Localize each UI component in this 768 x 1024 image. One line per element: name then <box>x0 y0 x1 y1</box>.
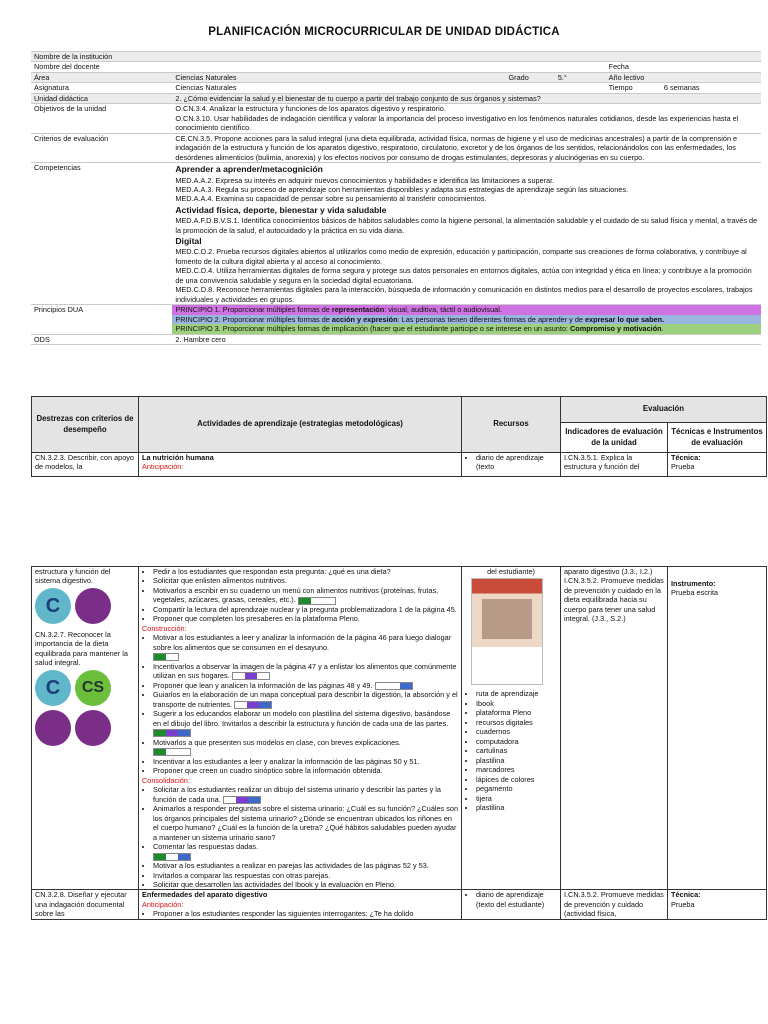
competencia-item: MED.C.D.4. Utiliza herramientas digitales de forma segura y protege sus datos personales en entornos digitales, actúa con integridad y ética en línea; y contribuye a la promoción de una convivencia saludable y segura en la sociedad digital ecuatoriana. <box>175 266 752 285</box>
competencia-heading: Actividad física, deporte, bienestar y vida saludable <box>175 204 387 215</box>
criterios-value: CE.CN.3.5. Propone acciones para la salud integral (una dieta equilibrada, actividad física, normas de higiene y el uso de medicinas ancestrales) a partir de la comprensión e indagación de la estructura y función de los aparatos digestivo, respiratorio, circulatorio, excretor y de los órganos de los sentidos, relacionándolos con las enfermedades, los desórdenes alimenticios (bulimia, anorexia) y los efectos nocivos por consumo de drogas estimulantes, depresoras y alucinógenas en su cuerpo. <box>172 133 761 162</box>
recurso-item: • marcadores <box>476 765 557 774</box>
grado-label: Grado <box>506 72 555 82</box>
actividad-item: • Comentar las respuestas dadas. <box>153 842 458 861</box>
instrumento-label: Instrumento: <box>671 579 716 588</box>
competencia-item: MED.A.A.2. Expresa su interés en adquirir nuevos conocimientos y habilidades e identifica las limitaciones a superar. <box>175 175 555 185</box>
col-tecnicas: Técnicas e Instrumentos de evaluación <box>668 423 767 453</box>
dua-bar-icon <box>232 672 270 680</box>
competencia-item: MED.A.A.3. Regula su proceso de aprendizaje con herramientas disponibles y adapta sus estrategias de aprendizaje según las situaciones. <box>175 184 629 194</box>
actividad-item: • Incentivar a los estudiantes a leer y analizar la información de las páginas 50 y 51. <box>153 757 458 766</box>
recurso-item: • diario de aprendizaje (texto <box>476 453 557 472</box>
actividad-item: • Motivar a los estudiantes a realizar en parejas las actividades de las páginas 52 y 53. <box>153 861 458 870</box>
actividad-item: • Guiarlos en la elaboración de un mapa conceptual para describir la digestión, la absorción y el transporte de nutrientes. <box>153 690 458 709</box>
tecnica-label: Técnica: <box>671 453 701 462</box>
area-label: Área <box>31 72 172 82</box>
tema-title: La nutrición humana <box>142 453 214 462</box>
dua-principio-1: PRINCIPIO 1. Proporcionar múltiples formas de representación: visual, auditiva, táctil o audiovisual. <box>172 305 761 314</box>
recurso-item: • Ibook <box>476 699 557 708</box>
area-value: Ciencias Naturales <box>172 72 505 82</box>
col-indicadores: Indicadores de evaluación de la unidad <box>561 423 668 453</box>
recurso-item: • tijera <box>476 794 557 803</box>
recurso-cont: del estudiante) <box>487 567 535 576</box>
actividad-item: • Solicitar que enlisten alimentos nutritivos. <box>153 576 458 585</box>
actividad-item: • Animarlos a responder preguntas sobre el sistema urinario: ¿Cuál es su función? ¿Cuáles son los órganos principales del sistema urinario? ¿Dónde se encuentran ubicados los riñones en el cuerpo humano? ¿Cuál es la función de la uretra? ¿Qué hábitos saludables pueden ayudar a mantener un sistema urinario sano? <box>153 804 458 842</box>
competencia-item: MED.A.F.D.B.V.S.1. Identifica conocimientos básicos de hábitos saludables como la higiene personal, la alimentación saludable y el cuidado de su salud física y mental, a través de la promoción de la salud, el autocuidado y la práctica en su vida diaria. <box>175 216 758 235</box>
dua-principio-2: PRINCIPIO 2. Proporcionar múltiples formas de acción y expresión: Las personas tienen diferentes formas de aprender y de expresar lo que saben. <box>172 315 761 324</box>
destreza-cell: CN.3.2.3. Describir, con apoyo de modelos, la <box>32 453 139 477</box>
actividad-item: • Solicitar a los estudiantes realizar un dibujo del sistema urinario y describir las partes y la función de cada una. <box>153 785 458 804</box>
competencia-item: MED.C.D.8. Reconoce herramientas digitales para la interacción, búsqueda de información y comunicación en distintos medios para el desarrollo de proyectos escolares, trabajos individuales y actividades en grupos. <box>175 285 753 304</box>
competencia-heading: Aprender a aprender/metacognición <box>175 164 323 175</box>
destreza-cell: estructura y función del sistema digestivo. <box>35 567 111 586</box>
educacion-emocional-badge-icon <box>75 710 111 746</box>
dua-principio-3: PRINCIPIO 3. Proporcionar múltiples formas de implicación (hacer que el estudiante participe o se interese en un asunto: Compromiso y motivación. <box>172 324 761 333</box>
phase-label: Anticipación: <box>142 899 184 909</box>
indicador-cell: aparato digestivo (J.3., I.2.) <box>564 567 653 576</box>
grado-value: 5.° <box>555 72 606 82</box>
indicador-cell: I.CN.3.5.1. Explica la estructura y función del <box>561 453 668 477</box>
dua-bar-icon <box>153 853 191 861</box>
planning-table-header <box>31 396 767 477</box>
objetivo-item: O.CN.3.4. Analizar la estructura y funciones de los aparatos digestivo y respiratorio. <box>175 104 446 114</box>
actividad-item: • Sugerir a los educandos elaborar un modelo con plastilina del sistema digestivo, basándose en el dibujo del libro. Invitarlos a describir la estructura y función de cada una de las partes. <box>153 709 458 737</box>
dua-bar-icon <box>153 653 179 661</box>
docente-label: Nombre del docente <box>31 62 172 72</box>
tema-title: Enfermedades del aparato digestivo <box>142 890 268 900</box>
dua-bar-icon <box>298 597 336 605</box>
unidad-value: 2. ¿Cómo evidenciar la salud y el bienestar de tu cuerpo a partir del trabajo conjunto de sus órganos y sistemas? <box>172 93 761 103</box>
actividad-item: • Proponer a los estudiantes responder las siguientes interrogantes: ¿Te ha dolido <box>153 909 458 918</box>
objetivo-item: O.CN.3.10. Usar habilidades de indagación científica y valorar la importancia del proceso investigativo en los fenómenos naturales cotidianos, desde las experiencias hasta el conocimiento científico. <box>175 113 739 133</box>
actividad-item: • Proponer que creen un cuadro sinóptico sobre la información obtenida. <box>153 766 458 775</box>
recurso-item: • plataforma Pleno <box>476 708 557 717</box>
ods-value: 2. Hambre cero <box>172 334 761 344</box>
tecnica-value: Prueba <box>671 899 695 909</box>
desarrollo-sostenible-badge-icon <box>35 710 71 746</box>
planning-table-continued <box>31 566 767 920</box>
anio-label: Año lectivo <box>606 72 661 82</box>
dua-bar-icon <box>234 701 272 709</box>
destreza-cell: CN.3.2.8. Diseñar y ejecutar una indagación documental sobre las <box>32 890 139 919</box>
asignatura-label: Asignatura <box>31 83 172 93</box>
phase-label: Consolidación: <box>142 775 190 785</box>
dua-bar-icon <box>223 796 261 804</box>
recurso-item: • pegamento <box>476 784 557 793</box>
actividad-item: • Solicitar que desarrollen las actividades del Ibook y la evaluación en Pleno. <box>153 880 458 889</box>
recurso-item: • diario de aprendizaje (texto del estudiante) <box>476 890 557 909</box>
phase-label: Anticipación: <box>142 462 184 472</box>
dua-bar-icon <box>375 682 413 690</box>
actividad-item: • Incentivarlos a observar la imagen de la página 47 y a enlistar los alimentos que comúnmente utilizan en sus hogares. <box>153 662 458 681</box>
col-destrezas: Destrezas con criterios de desempeño <box>32 397 139 453</box>
col-actividades: Actividades de aprendizaje (estrategias metodológicas) <box>139 397 462 453</box>
recurso-item: • plastilina <box>476 756 557 765</box>
objetivos-label: Objetivos de la unidad <box>31 104 172 133</box>
actividad-item: • Motivarlos a que presenten sus modelos en clase, con breves explicaciones. <box>153 738 458 757</box>
col-evaluacion: Evaluación <box>561 397 767 423</box>
recurso-item: • lápices de colores <box>476 775 557 784</box>
indicador-cell: I.CN.3.5.2. Promueve medidas de prevención y cuidado (actividad física, <box>561 890 668 919</box>
recurso-item: • cartulinas <box>476 746 557 755</box>
competencia-cs-badge-icon: CS <box>75 670 111 706</box>
page-1 <box>0 0 768 500</box>
textbook-cover-image <box>471 578 543 685</box>
tiempo-label: Tiempo <box>606 83 661 93</box>
info-table <box>31 51 761 345</box>
recurso-item: • computadora <box>476 737 557 746</box>
destreza-cell: CN.3.2.7. Reconocer la importancia de la dieta equilibrada para mantener la salud integral. <box>35 629 128 668</box>
indicador-cell: I.CN.3.5.2. Promueve medidas de prevención y cuidado en la dieta equilibrada hacia su cuerpo para tener una salud integral. (J.3., S.2.) <box>564 576 664 624</box>
competencia-c-badge-icon: C <box>35 670 71 706</box>
phase-label: Construcción: <box>142 623 187 633</box>
unidad-label: Unidad didáctica <box>31 93 172 103</box>
competencias-label: Competencias <box>31 163 172 305</box>
col-recursos: Recursos <box>462 397 561 453</box>
tecnica-label: Técnica: <box>671 890 701 900</box>
instrumento-value: Prueba escrita <box>671 588 719 598</box>
tecnica-value: Prueba <box>671 462 695 472</box>
actividad-item: • Pedir a los estudiantes que respondan esta pregunta: ¿qué es una dieta? <box>153 567 458 576</box>
asignatura-value: Ciencias Naturales <box>172 83 605 93</box>
desarrollo-sostenible-badge-icon <box>75 588 111 624</box>
fecha-label: Fecha <box>606 62 661 72</box>
recurso-item: • plastilina <box>476 803 557 812</box>
recurso-item: • cuadernos <box>476 727 557 736</box>
actividad-item: • Proponer que lean y analicen la información de las páginas 48 y 49. <box>153 681 458 690</box>
dua-bar-icon <box>153 748 191 756</box>
document-title: PLANIFICACIÓN MICROCURRICULAR DE UNIDAD DIDÁCTICA <box>208 26 560 38</box>
tiempo-value: 6 semanas <box>661 83 761 93</box>
actividad-item: • Proponer que completen los presaberes en la plataforma Pleno. <box>153 614 458 623</box>
recurso-item: • recursos digitales <box>476 718 557 727</box>
dua-bar-icon <box>153 729 191 737</box>
dua-label: Principios DUA <box>31 305 172 334</box>
competencia-c-badge-icon: C <box>35 588 71 624</box>
actividad-item: • Compartir la lectura del aprendizaje nuclear y la pregunta problematizadora 1 de la página 45. <box>153 605 458 614</box>
competencia-item: MED.A.A.4. Examina su capacidad de pensar sobre su pensamiento al transferir conocimientos. <box>175 194 487 204</box>
actividad-item: • Invitarlos a comparar las respuestas con otras parejas. <box>153 871 458 880</box>
actividad-item: • Motivar a los estudiantes a leer y analizar la información de la página 46 para luego dialogar sobre los alimentos que se consumen en el desayuno. <box>153 633 458 661</box>
institucion-label: Nombre de la institución <box>31 52 172 62</box>
criterios-label: Criterios de evaluación <box>31 133 172 162</box>
page-2 <box>0 560 768 1024</box>
competencia-heading: Digital <box>175 236 202 247</box>
recurso-item: • ruta de aprendizaje <box>476 689 557 698</box>
actividad-item: • Motivarlos a escribir en su cuaderno un menú con alimentos nutritivos (proteínas, frutas, vegetales, azúcares, grasas, cereales, etc.). <box>153 586 458 605</box>
competencia-item: MED.C.D.2. Prueba recursos digitales abiertos al utilizarlos como medio de expresión, educación y participación, comparte sus creaciones de forma colaborativa, y contribuye al fomento de la cultura digital abierta y al acceso al conocimiento. <box>175 247 747 266</box>
ods-label: ODS <box>31 334 172 344</box>
